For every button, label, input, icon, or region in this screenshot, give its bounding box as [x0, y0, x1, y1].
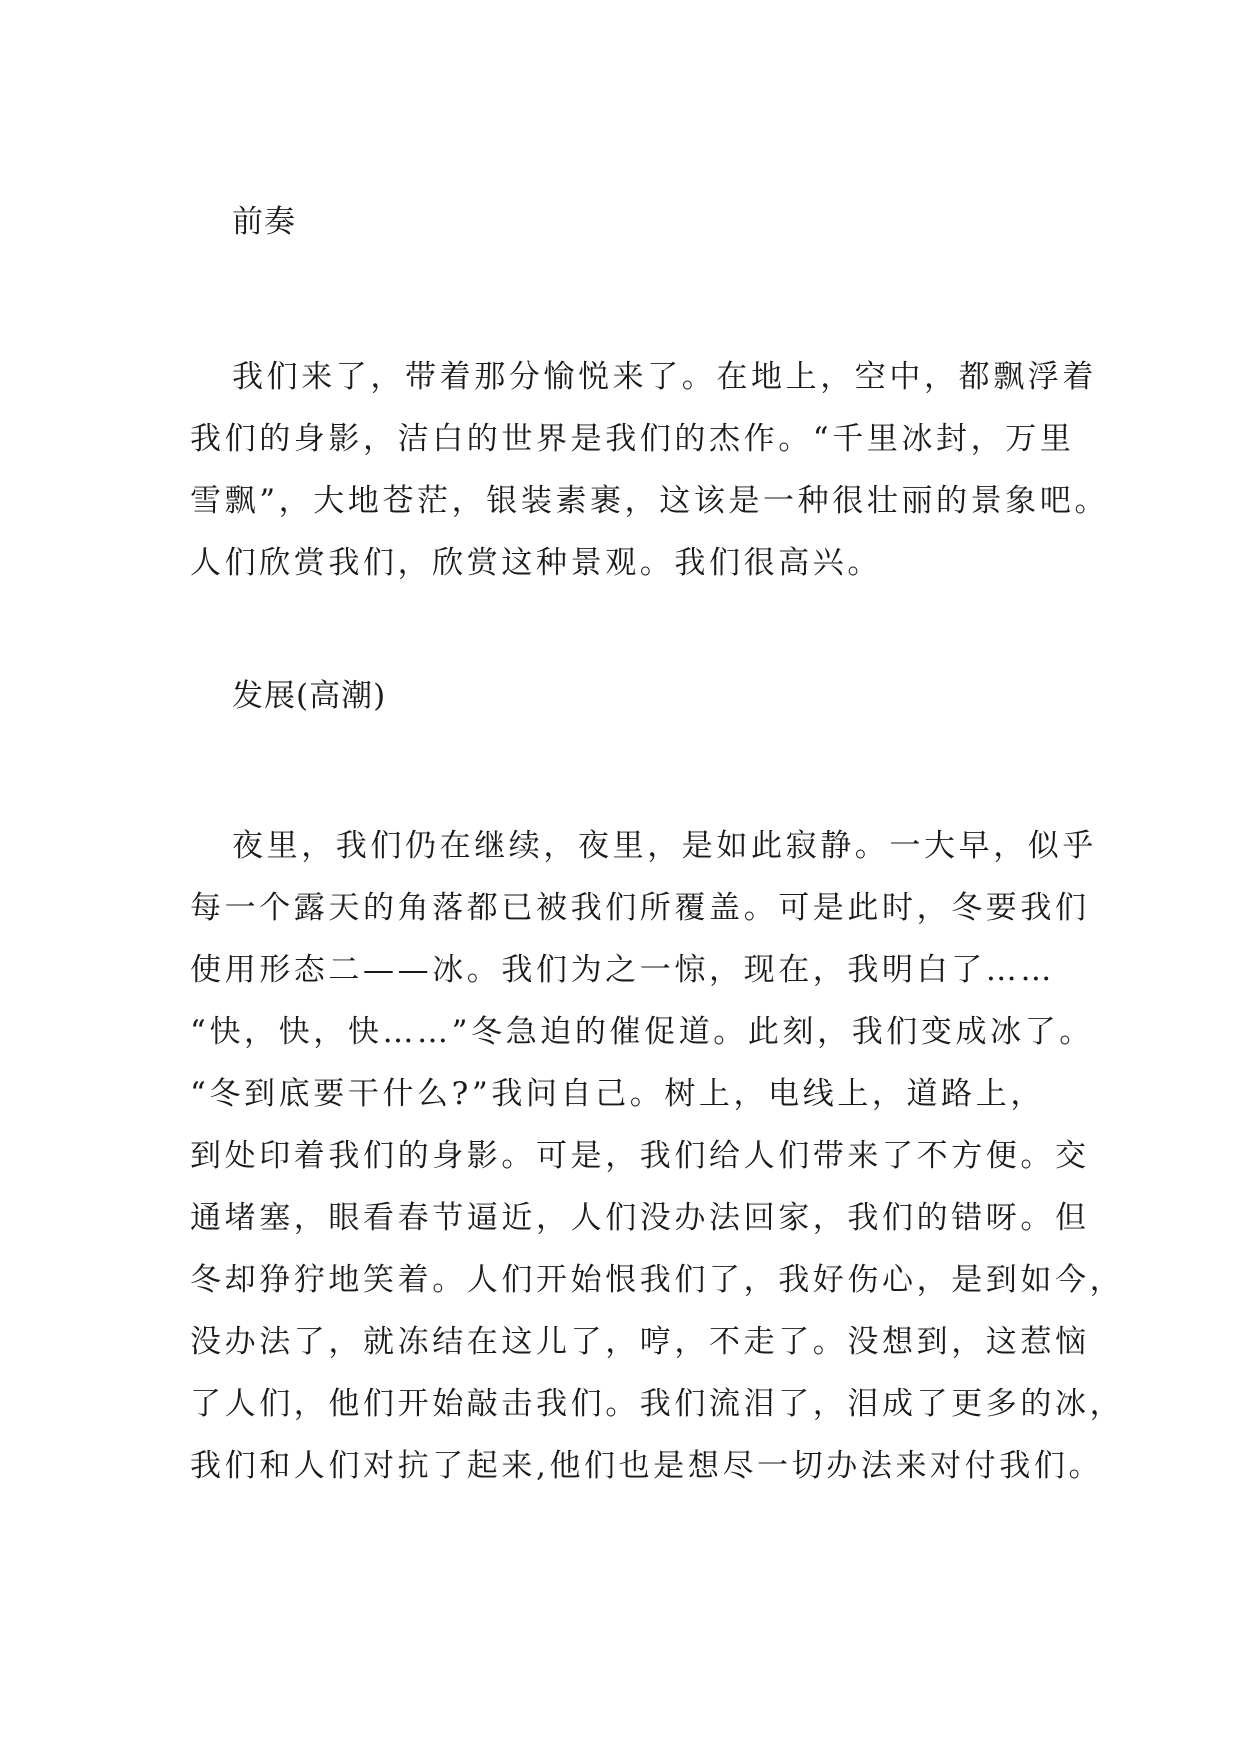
- paragraph-line: 通堵塞，眼看春节逼近，人们没办法回家，我们的错呀。但: [190, 1200, 1090, 1236]
- paragraph-prelude: [190, 346, 1110, 594]
- paragraph-line: 到处印着我们的身影。可是，我们给人们带来了不方便。交: [190, 1138, 1090, 1174]
- paragraph-line: 没办法了，就冻结在这儿了，哼，不走了。没想到，这惹恼: [190, 1324, 1090, 1360]
- paragraph-line: “冬到底要干什么?”我问自己。树上，电线上，道路上，: [190, 1076, 1045, 1112]
- section-heading-development: 发展(高潮): [232, 678, 387, 714]
- paragraph-line: 夜里，我们仍在继续，夜里，是如此寂静。一大早，似乎: [232, 828, 1097, 864]
- section-heading-prelude: 前奏: [232, 204, 296, 240]
- paragraph-line: 冬却狰狞地笑着。人们开始恨我们了，我好伤心，是到如今，: [190, 1262, 1125, 1298]
- paragraph-line: 了人们，他们开始敲击我们。我们流泪了，泪成了更多的冰，: [190, 1386, 1125, 1422]
- paragraph-line: 人们欣赏我们，欣赏这种景观。我们很高兴。: [190, 545, 882, 581]
- paragraph-line: 我们来了，带着那分愉悦来了。在地上，空中，都飘浮着: [232, 359, 1097, 395]
- paragraph-line: 使用形态二——冰。我们为之一惊，现在，我明白了……: [190, 952, 1055, 988]
- paragraph-line: 雪飘”，大地苍茫，银装素裹，这该是一种很壮丽的景象吧。: [190, 483, 1110, 519]
- paragraph-line: “快，快，快……”冬急迫的催促道。此刻，我们变成冰了。: [190, 1014, 1094, 1050]
- paragraph-development: [190, 815, 1125, 1497]
- paragraph-line: 每一个露天的角落都已被我们所覆盖。可是此时，冬要我们: [190, 890, 1090, 926]
- paragraph-line: 我们和人们对抗了起来,他们也是想尽一切办法来对付我们。: [190, 1448, 1104, 1484]
- paragraph-line: 我们的身影，洁白的世界是我们的杰作。“千里冰封，万里: [190, 421, 1075, 457]
